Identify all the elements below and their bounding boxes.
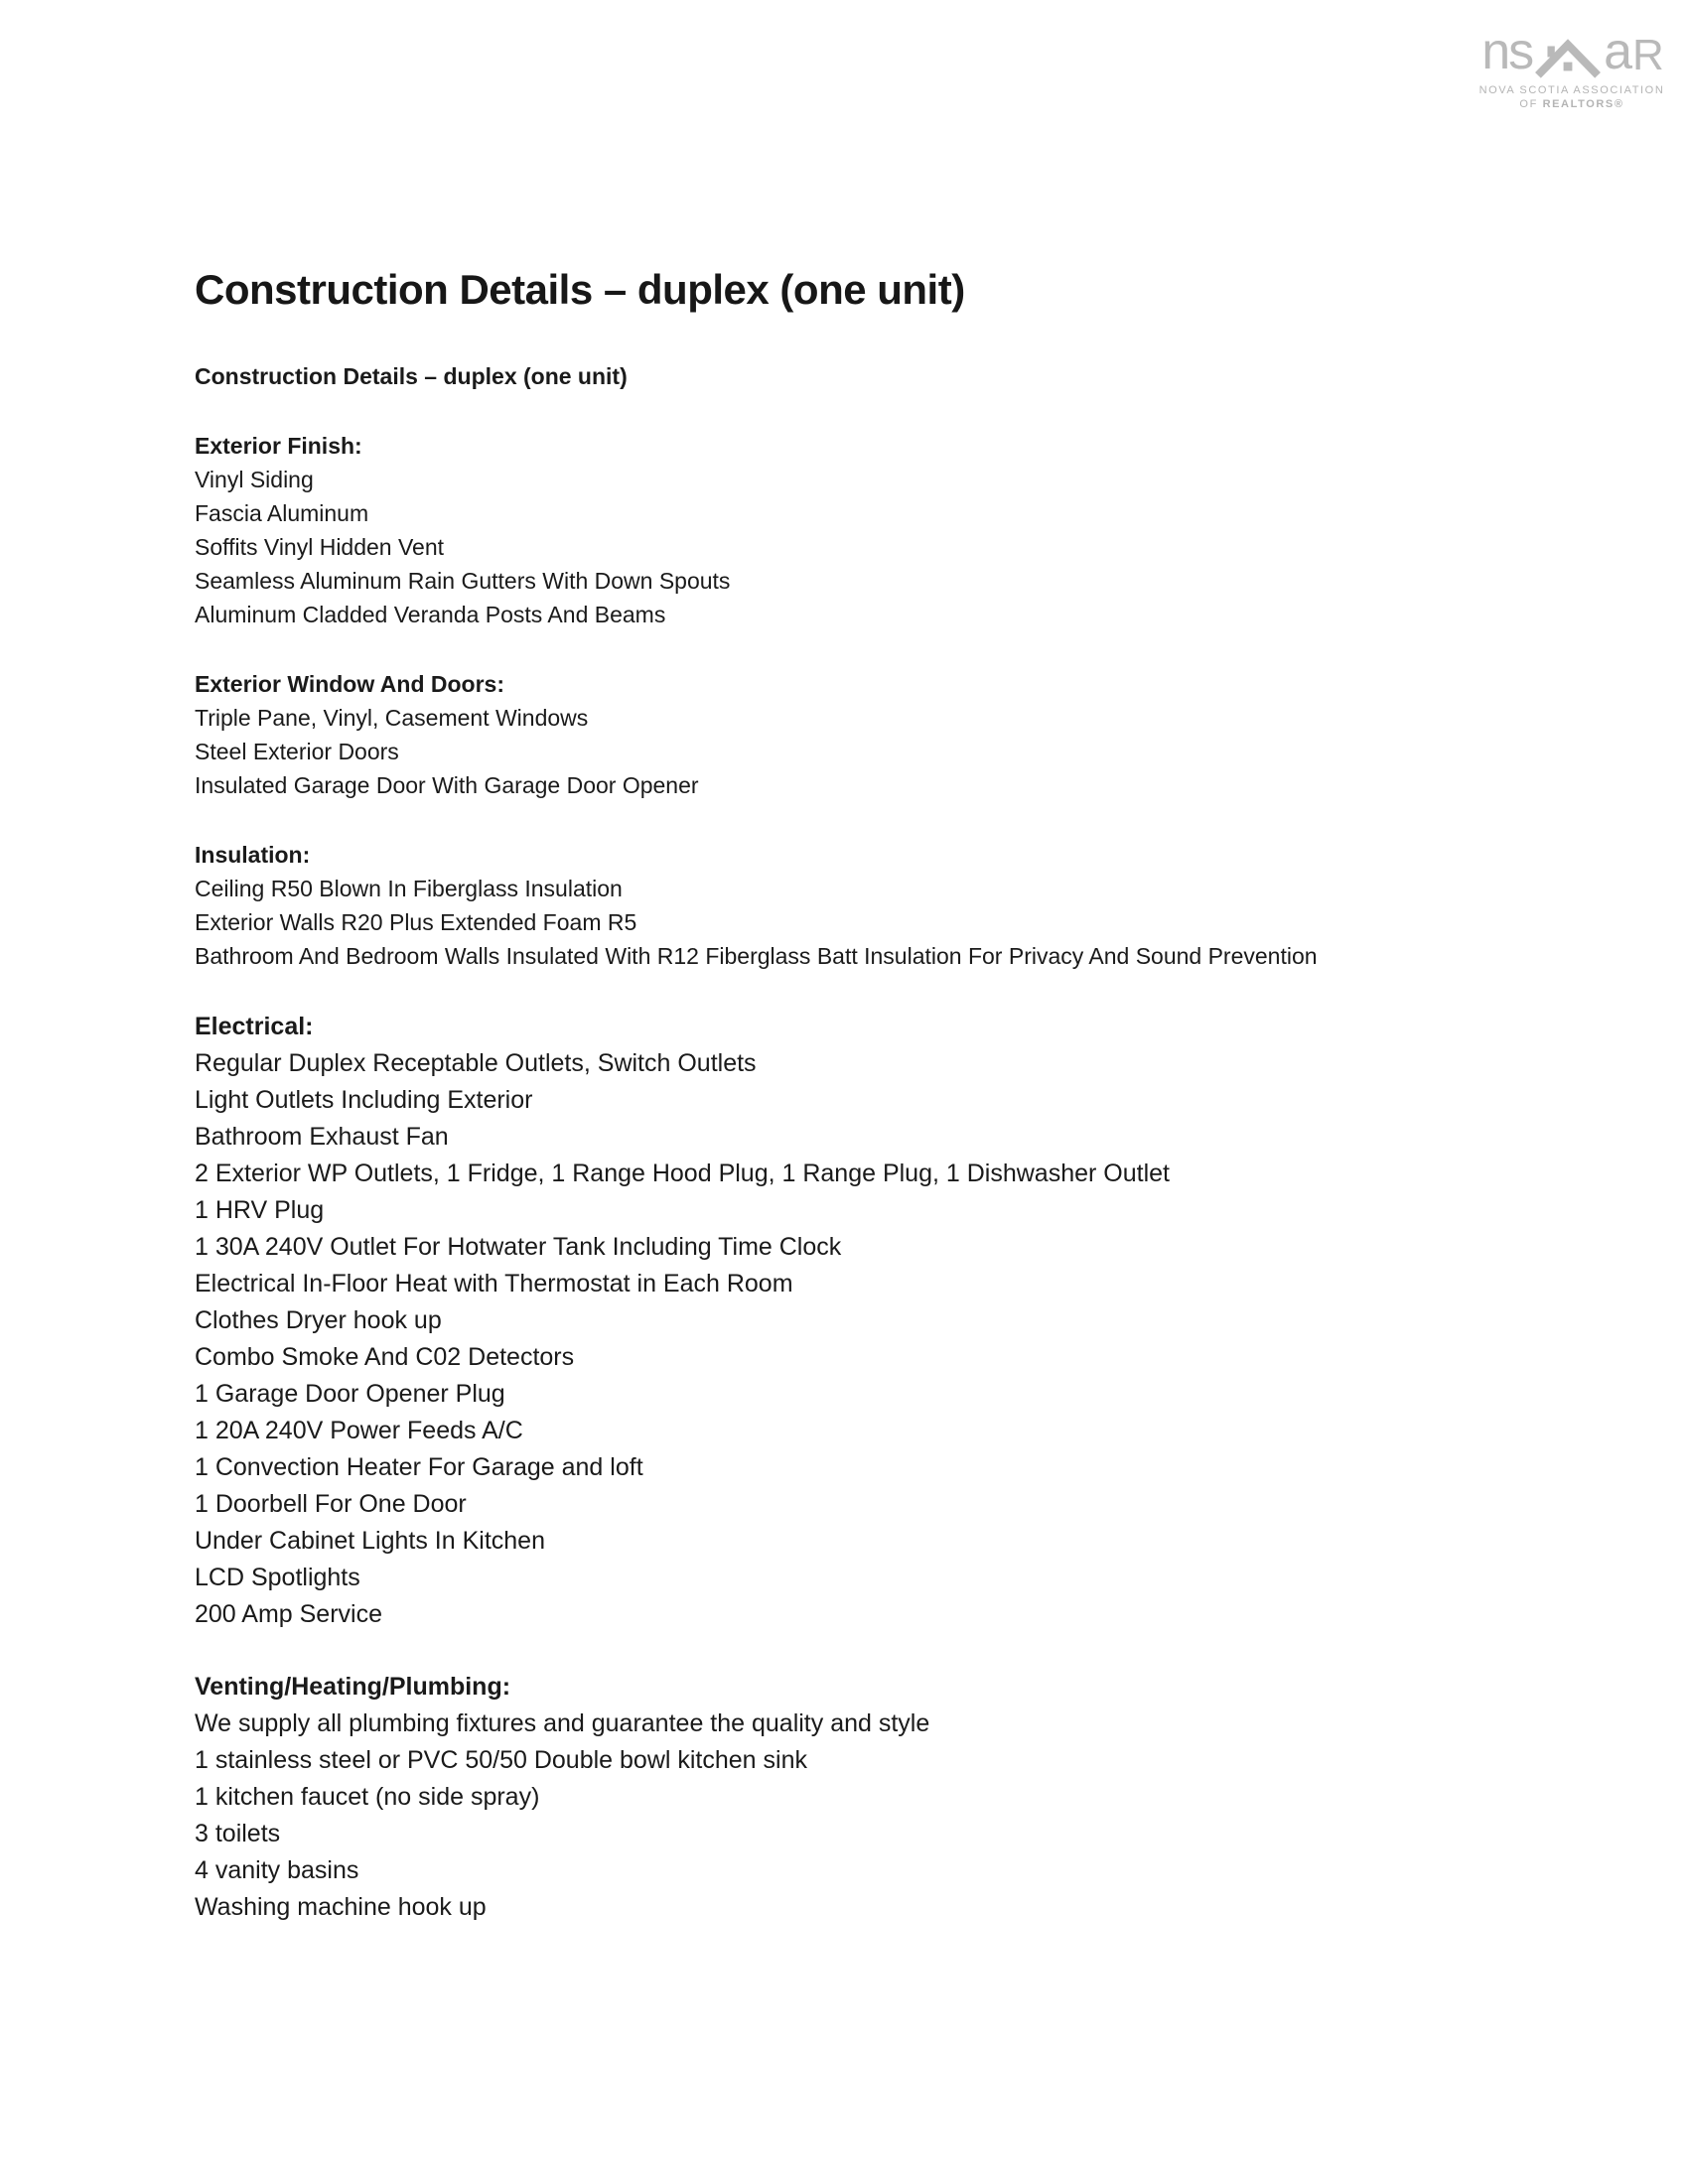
section-title: Exterior Window And Doors: — [195, 671, 504, 697]
spec-line: Regular Duplex Receptable Outlets, Switch Outlets — [195, 1049, 757, 1077]
section-title: Venting/Heating/Plumbing: — [195, 1673, 511, 1701]
spec-line: Soffits Vinyl Hidden Vent — [195, 534, 445, 560]
document-content — [195, 266, 1515, 1926]
spec-line: Triple Pane, Vinyl, Casement Windows — [195, 705, 589, 731]
logo-subtext-of: OF — [1519, 98, 1538, 110]
spec-section — [195, 838, 1515, 973]
spec-line: 1 kitchen faucet (no side spray) — [195, 1783, 540, 1811]
logo-text-a: a — [1604, 23, 1631, 80]
nsar-logo — [1477, 23, 1666, 111]
section-title: Insulation: — [195, 842, 311, 868]
logo-subtext-line1: NOVA SCOTIA ASSOCIATION — [1478, 84, 1665, 96]
spec-section — [195, 1009, 1515, 1633]
spec-line: Light Outlets Including Exterior — [195, 1086, 533, 1114]
spec-line: 1 30A 240V Outlet For Hotwater Tank Including Time Clock — [195, 1233, 842, 1261]
spec-section — [195, 429, 1515, 631]
logo-subtext-line2 — [1477, 97, 1666, 111]
section-lines — [195, 872, 1515, 973]
spec-line: Clothes Dryer hook up — [195, 1306, 442, 1334]
spec-line: 1 stainless steel or PVC 50/50 Double bowl kitchen sink — [195, 1746, 807, 1774]
page-title: Construction Details – duplex (one unit) — [195, 266, 965, 313]
spec-line: Vinyl Siding — [195, 467, 314, 492]
section-lines — [195, 1045, 1515, 1633]
spec-line: Aluminum Cladded Veranda Posts And Beams — [195, 602, 666, 627]
house-roof-icon — [1535, 33, 1601, 78]
spec-line: Washing machine hook up — [195, 1893, 487, 1921]
spec-line: Seamless Aluminum Rain Gutters With Down Spouts — [195, 568, 731, 594]
section-title: Exterior Finish: — [195, 433, 362, 459]
spec-line: 1 Garage Door Opener Plug — [195, 1380, 505, 1408]
spec-line: 200 Amp Service — [195, 1600, 382, 1628]
section-lines — [195, 1706, 1515, 1926]
spec-line: 4 vanity basins — [195, 1856, 359, 1884]
spec-section — [195, 667, 1515, 802]
spec-line: Steel Exterior Doors — [195, 739, 399, 764]
section-title: Electrical: — [195, 1013, 314, 1040]
spec-section — [195, 1669, 1515, 1926]
spec-line: Bathroom Exhaust Fan — [195, 1123, 449, 1151]
logo-text-r: R — [1632, 31, 1662, 79]
section-lines — [195, 701, 1515, 802]
spec-line: 3 toilets — [195, 1820, 281, 1847]
spec-line: 2 Exterior WP Outlets, 1 Fridge, 1 Range Hood Plug, 1 Range Plug, 1 Dishwasher Outlet — [195, 1160, 1170, 1187]
nsar-logo-mark — [1477, 23, 1666, 80]
section-lines — [195, 463, 1515, 631]
spec-line: Combo Smoke And C02 Detectors — [195, 1343, 575, 1371]
spec-line: Exterior Walls R20 Plus Extended Foam R5 — [195, 909, 637, 935]
spec-line: Bathroom And Bedroom Walls Insulated With R12 Fiberglass Batt Insulation For Privacy And Sound Prevention — [195, 943, 1318, 969]
spec-line: Insulated Garage Door With Garage Door Opener — [195, 772, 699, 798]
spec-line: Fascia Aluminum — [195, 500, 369, 526]
sections-container — [195, 429, 1515, 1926]
spec-line: We supply all plumbing fixtures and guarantee the quality and style — [195, 1709, 930, 1737]
spec-line: 1 Doorbell For One Door — [195, 1490, 467, 1518]
logo-text-ns: ns — [1481, 23, 1533, 80]
spec-line: 1 20A 240V Power Feeds A/C — [195, 1417, 523, 1444]
doc-subheading: Construction Details – duplex (one unit) — [195, 363, 628, 389]
spec-line: Ceiling R50 Blown In Fiberglass Insulation — [195, 876, 623, 901]
spec-line: 1 HRV Plug — [195, 1196, 325, 1224]
spec-line: Electrical In-Floor Heat with Thermostat in Each Room — [195, 1270, 793, 1297]
spec-line: Under Cabinet Lights In Kitchen — [195, 1527, 545, 1555]
logo-subtext-realtors: REALTORS® — [1542, 98, 1624, 110]
spec-line: 1 Convection Heater For Garage and loft — [195, 1453, 643, 1481]
spec-line: LCD Spotlights — [195, 1564, 360, 1591]
